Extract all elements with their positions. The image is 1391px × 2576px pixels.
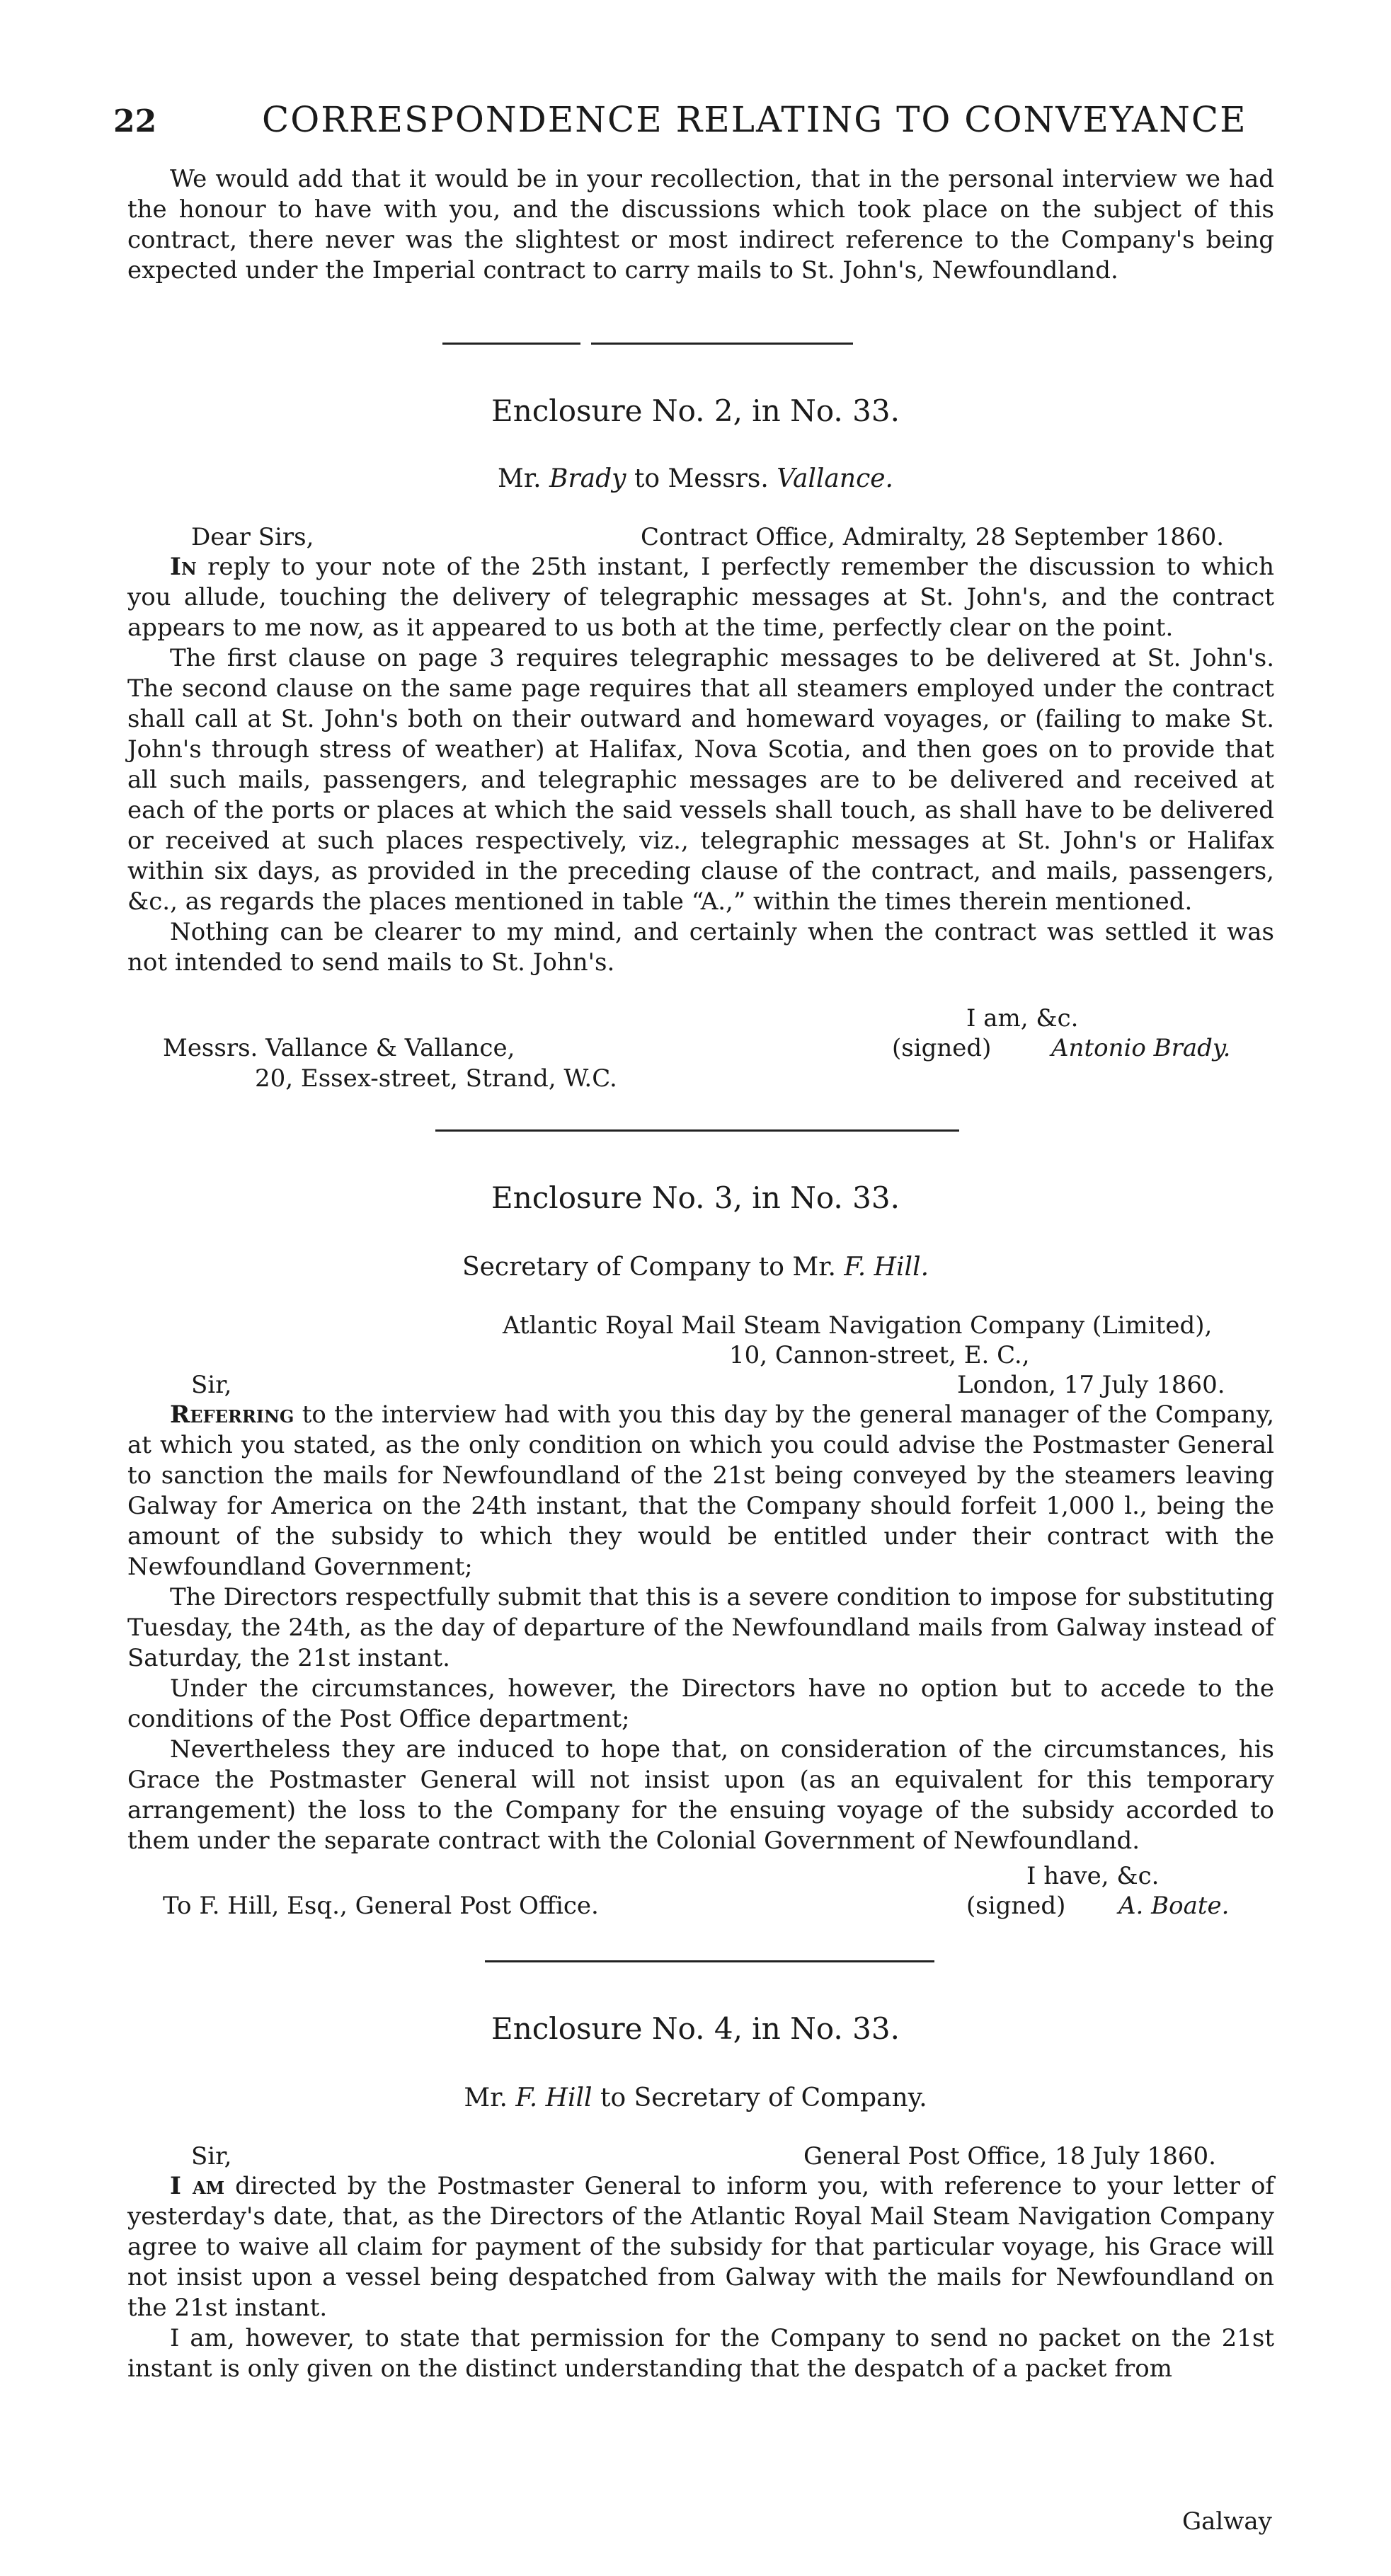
enclosure-2-body [127, 552, 1274, 978]
enclosure-4-place-date: General Post Office, 18 July 1860. [803, 2142, 1216, 2170]
enclosure-4-heading: Enclosure No. 4, in No. 33. [491, 2011, 900, 2046]
enclosure-2-signature [1051, 1033, 1230, 1064]
enclosure-2-addressee-line-2: 20, Essex-street, Strand, W.C. [255, 1064, 617, 1093]
enclosure-4-salutation: Sir, [191, 2142, 232, 2170]
enclosure-2-addressee-line-1: Messrs. Vallance & Vallance, [163, 1034, 515, 1062]
enclosure-4-lead-word: I am [170, 2172, 225, 2200]
enclosure-4-subheading-name: F. Hill [515, 2083, 593, 2112]
enclosure-2-place-date: Contract Office, Admiralty, 28 September 1860. [641, 523, 1225, 551]
enclosure-3-paragraph-4: Nevertheless they are induced to hope that, on consideration of the circumstances, his Grace the Postmaster General will not insist upon (as an equivalent for this temporary arrangement) the loss to the Company for the ensuing voyage of the subsidy accorded to them under the separate contract with the Colonial Government of Newfoundland. [127, 1735, 1274, 1855]
enclosure-3-salutation: Sir, [191, 1371, 232, 1399]
enclosure-4-subheading [0, 2083, 1391, 2112]
enclosure-4-paragraph-2: I am, however, to state that permission for the Company to send no packet on the 21st instant is only given on the distinct understanding that the despatch of a packet from [127, 2324, 1274, 2383]
enclosure-3-address-line-2: 10, Cannon-street, E. C., [729, 1341, 1030, 1369]
running-head: CORRESPONDENCE RELATING TO CONVEYANCE [262, 99, 1247, 140]
enclosure-2-from-title: Mr. [497, 464, 542, 493]
enclosure-4-subheading-text: to Secretary of Company. [600, 2083, 927, 2112]
enclosure-3-paragraph-3: Under the circumstances, however, the Directors have no option but to accede to the conditions of the Post Office department; [127, 1674, 1274, 1733]
enclosure-2-lead-word: In [170, 553, 197, 581]
enclosure-3-paragraph-2: The Directors respectfully submit that this is a severe condition to impose for substituting Tuesday, the 24th, as the day of departure of the Newfoundland mails from Galway instead of Saturday, the 21st instant. [127, 1583, 1274, 1672]
enclosure-4-paragraph-1 [127, 2171, 1274, 2323]
enclosure-3-closing: I have, &c. [1026, 1862, 1160, 1890]
page-number: 22 [113, 103, 157, 139]
enclosure-3-subheading-text: Secretary of Company to Mr. [462, 1253, 836, 1282]
enclosure-2-closing: I am, &c. [966, 1004, 1079, 1033]
enclosure-2-signed-label: (signed) [892, 1034, 992, 1062]
divider-left [442, 343, 580, 345]
enclosure-2-heading: Enclosure No. 2, in No. 33. [491, 393, 900, 428]
enclosure-3-signed-label: (signed) [966, 1892, 1066, 1920]
divider-right [591, 343, 853, 345]
enclosure-3-lead-word: Referring [170, 1401, 294, 1429]
enclosure-2-paragraph-1 [127, 552, 1274, 643]
enclosure-3-body [127, 1400, 1274, 1856]
divider-enclosure-4 [485, 1960, 934, 1962]
divider-enclosure-3 [435, 1129, 959, 1132]
enclosure-3-place-date: London, 17 July 1860. [957, 1371, 1225, 1399]
enclosure-2-to-name: Vallance. [777, 464, 893, 493]
enclosure-3-subheading [0, 1253, 1391, 1282]
enclosure-3-paragraph-1 [127, 1400, 1274, 1582]
enclosure-3-signature [1118, 1891, 1230, 1921]
enclosure-3-subheading-name: F. Hill. [844, 1253, 929, 1282]
enclosure-4-subheading-title: Mr. [464, 2083, 508, 2112]
intro-block [127, 164, 1274, 286]
catchword: Galway [1182, 2507, 1272, 2536]
enclosure-3-heading: Enclosure No. 3, in No. 33. [491, 1180, 900, 1215]
enclosure-3-signature-text: A. Boate. [1118, 1892, 1230, 1920]
enclosure-3-paragraph-1-text: to the interview had with you this day by the general manager of the Company, at which you stated, as the only condition on which you could advise the Postmaster General to sanction the mails for Newfoundland of the 21st being conveyed by the steamers leaving Galway for America on the 24th instant, that the Company should forfeit 1,000 l., being the amount of the subsidy to which they would be entitled under their contract with the Newfoundland Government; [127, 1401, 1275, 1581]
enclosure-2-from-name: Brady [549, 464, 626, 493]
enclosure-2-signature-text: Antonio Brady. [1051, 1034, 1231, 1062]
enclosure-2-subheading [0, 464, 1391, 493]
enclosure-2-to-text: to Messrs. [634, 464, 769, 493]
enclosure-2-paragraph-2: The first clause on page 3 requires telegraphic messages to be delivered at St. John's. The second clause on the same page requires that all steamers employed under the contract shall call at St. John's both on their outward and homeward voyages, or (failing to make St. John's through stress of weather) at Halifax, Nova Scotia, and then goes on to provide that all such mails, passengers, and telegraphic messages are to be delivered and received at each of the ports or places at which the said vessels shall touch, as shall have to be delivered or received at such places respectively, viz., telegraphic messages at St. John's or Halifax within six days, as provided in the preceding clause of the contract, and mails, passengers, &c., as regards the places mentioned in table “A.,” within the times therein mentioned. [127, 644, 1274, 916]
enclosure-2-paragraph-1-text: reply to your note of the 25th instant, I perfectly remember the discussion to which you allude, touching the delivery of telegraphic messages at St. John's, and the contract appears to me now, as it appeared to us both at the time, perfectly clear on the point. [127, 553, 1274, 642]
enclosure-2-salutation: Dear Sirs, [191, 523, 314, 551]
enclosure-4-paragraph-1-text: directed by the Postmaster General to inform you, with reference to your letter of yesterday's date, that, as the Directors of the Atlantic Royal Mail Steam Navigation Company agree to waive all claim for payment of the subsidy for that particular voyage, his Grace will not insist upon a vessel being despatched from Galway with the mails for Newfoundland on the 21st instant. [127, 2172, 1275, 2322]
enclosure-3-addressee: To F. Hill, Esq., General Post Office. [163, 1892, 599, 1920]
intro-paragraph: We would add that it would be in your recollection, that in the personal interview we had the honour to have with you, and the discussions which took place on the subject of this contract, there never was the slightest or most indirect reference to the Company's being expected under the Imperial contract to carry mails to St. John's, Newfoundland. [127, 165, 1274, 284]
enclosure-3-address-line-1: Atlantic Royal Mail Steam Navigation Company (Limited), [503, 1311, 1213, 1340]
enclosure-4-body [127, 2171, 1274, 2384]
page-header [113, 99, 1288, 149]
enclosure-2-paragraph-3: Nothing can be clearer to my mind, and certainly when the contract was settled it was not intended to send mails to St. John's. [127, 918, 1274, 977]
